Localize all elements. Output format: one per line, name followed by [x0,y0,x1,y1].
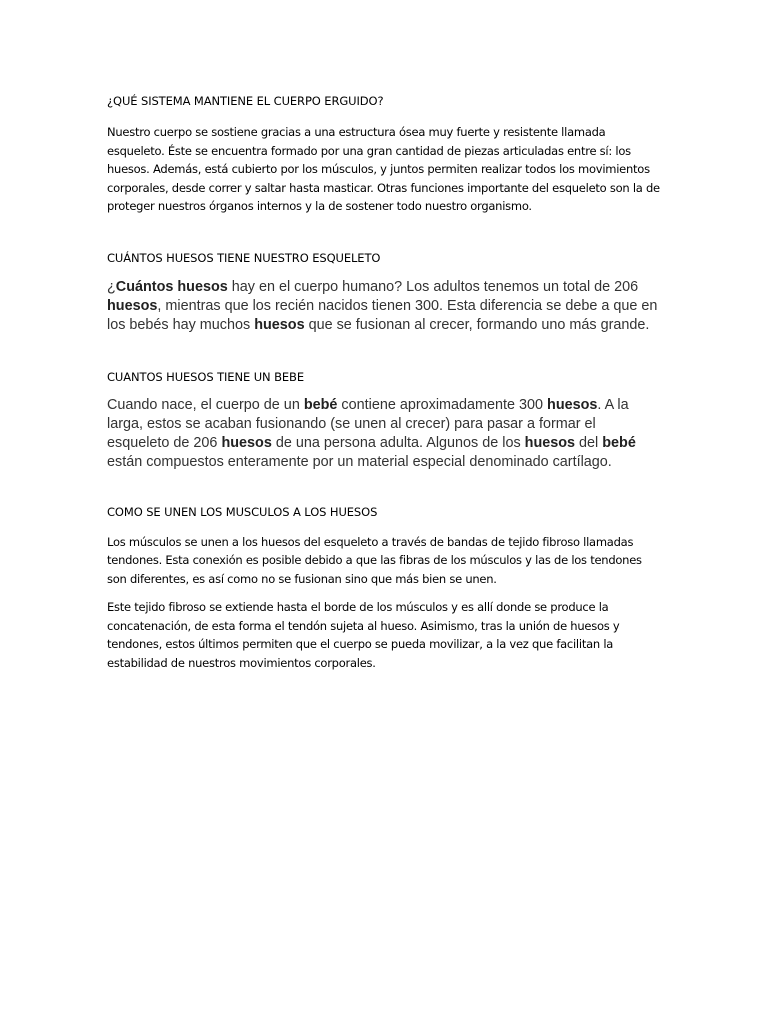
text-run: hay en el cuerpo humano? Los adultos tenemos un total de 206 [227,278,639,295]
text-run: , mientras que los recién nacidos tienen 300. Esta diferencia se debe a que en los bebés hay muchos [107,297,658,333]
bold-run: huesos [547,396,598,413]
section-paragraph: Los músculos se unen a los huesos del esqueleto a través de bandas de tejido fibroso llamadas tendones. Esta conexión es posible debido a que las fibras de los músculos y las de los tendones son diferentes, es así como no se fusionan sino que más bien se unen. [107,534,642,586]
section-paragraph: Nuestro cuerpo se sostiene gracias a una estructura ósea muy fuerte y resistente llamada esqueleto. Éste se encuentra formado por una gran cantidad de piezas articuladas entre sí: los huesos. Además, está cubierto por los músculos, y juntos permiten realizar todos los movimientos corporales, desde correr y saltar hasta masticar. Otras funciones importante del esqueleto son la de proteger nuestros órganos internos y la de sostener todo nuestro organismo. [107,125,660,213]
bold-run: Cuántos huesos [115,278,228,295]
text-run: de una persona adulta. Algunos de los [271,434,525,451]
section-heading: ¿QUÉ SISTEMA MANTIENE EL CUERPO ERGUIDO? [107,94,384,108]
bold-run: bebé [602,434,636,451]
bold-run: huesos [524,434,576,451]
text-run: están compuestos enteramente por un material especial denominado cartílago. [107,453,612,470]
text-run: contiene aproximadamente 300 [337,396,548,413]
document-page [107,88,662,672]
bold-run: huesos [107,297,158,314]
bold-run: huesos [221,434,272,451]
text-run: que se fusionan al crecer, formando uno más grande. [304,316,650,333]
section-paragraph [107,396,662,472]
text-run: del [575,434,603,451]
section-paragraph [107,278,662,335]
section-paragraph: Este tejido fibroso se extiende hasta el borde de los músculos y es allí donde se produce la concatenación, de esta forma el tendón sujeta al hueso. Asimismo, tras la unión de huesos y tendones, estos últimos permiten que el cuerpo se pueda movilizar, a la vez que facilitan la estabilidad de nuestros movimientos corporales. [107,600,620,670]
text-run: ¿ [107,278,116,295]
section-heading: COMO SE UNEN LOS MUSCULOS A LOS HUESOS [107,504,378,519]
bold-run: bebé [303,396,338,413]
text-run: Cuando nace, el cuerpo de un [107,396,304,413]
bold-run: huesos [254,316,305,333]
section-heading: CUANTOS HUESOS TIENE UN BEBE [107,369,304,384]
text-run: . A la larga, estos se acaban fusionando (se unen al crecer) para pasar a formar el esqueleto de 206 [107,396,629,451]
section-heading: CUÁNTOS HUESOS TIENE NUESTRO ESQUELETO [107,250,381,265]
